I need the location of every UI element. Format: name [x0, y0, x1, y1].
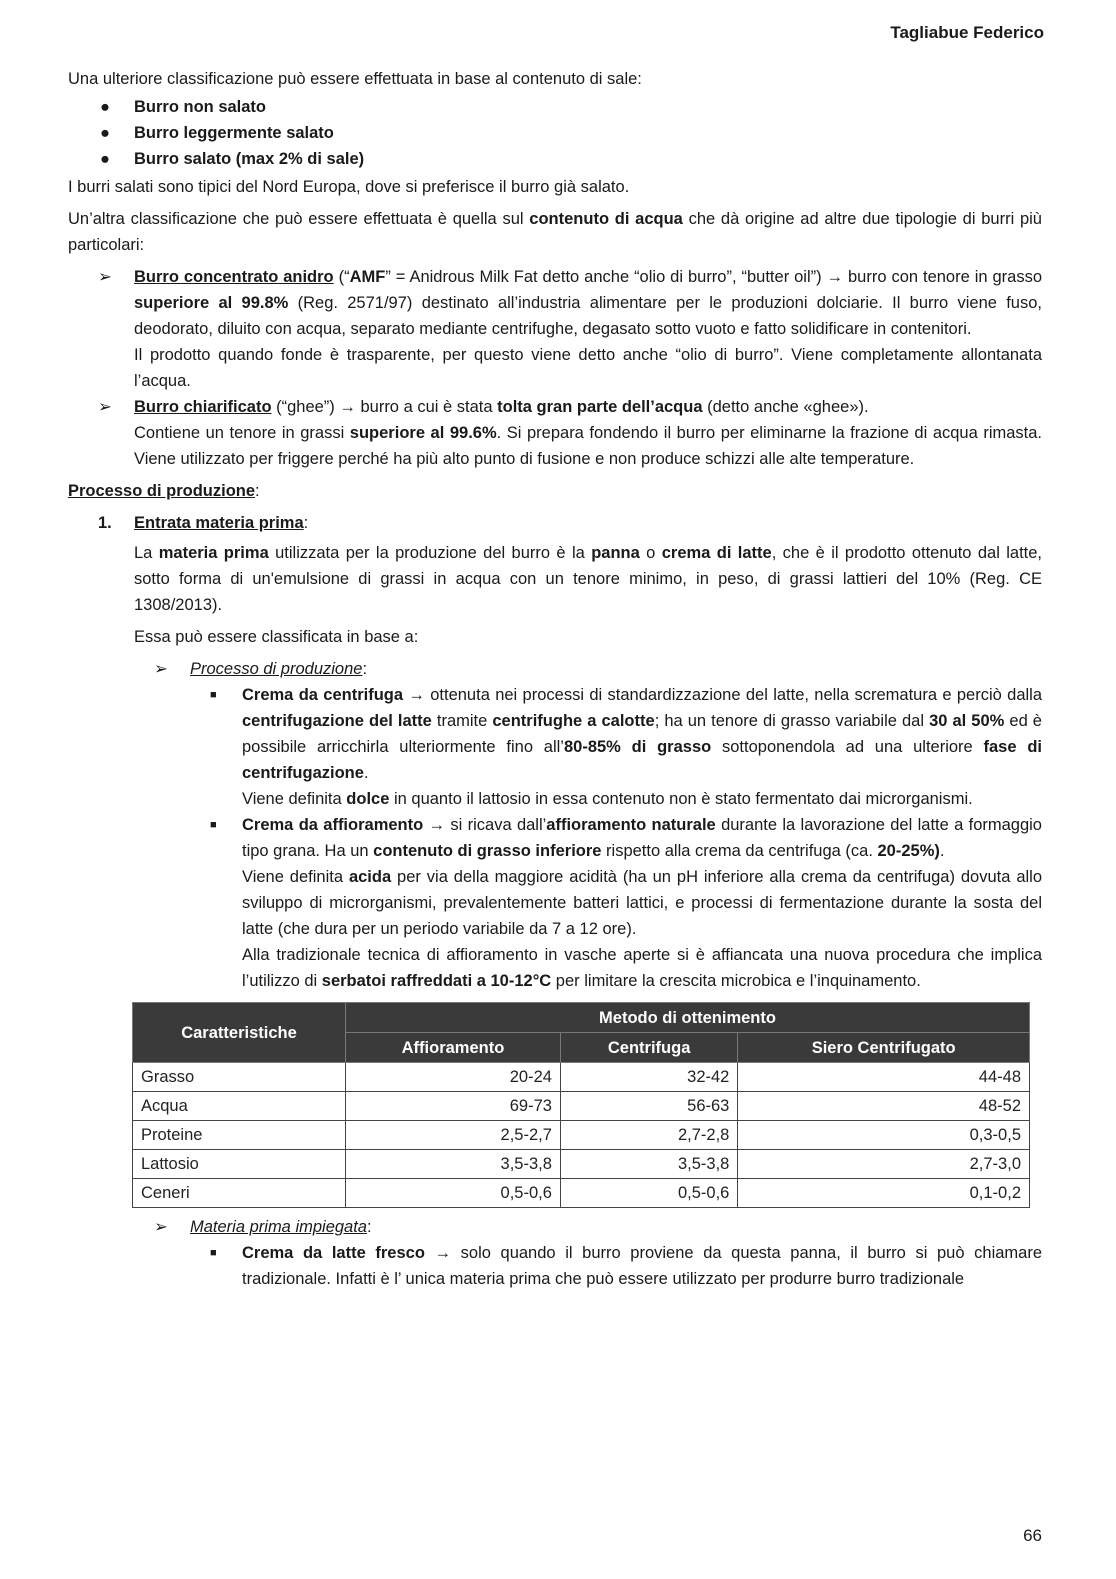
arrow-bullet-icon: ➢	[98, 398, 112, 416]
salt-list-label: Burro salato (max 2% di sale)	[134, 150, 365, 168]
text-span: (detto anche «ghee»).	[702, 398, 869, 416]
text-span: durante la lavorazione del latte a formaggio tipo grana. Ha un	[242, 816, 1042, 860]
text-span: → solo quando il burro proviene da questa panna, il burro si può chiamare tradizionale. Infatti è l’ unica materia prima che può essere utilizzato per produrre burro tradizionale	[242, 1244, 1043, 1288]
fresco-text	[242, 1240, 1042, 1292]
table-row	[133, 1179, 1030, 1208]
text-span: per limitare la crescita microbica e l’inquinamento.	[551, 972, 921, 990]
process-heading	[68, 478, 1042, 504]
table-cell: 69-73	[346, 1092, 561, 1121]
text-span: tramite	[431, 712, 493, 730]
text-span: in quanto il lattosio in essa contenuto non è stato fermentato dai microrganismi.	[389, 790, 973, 808]
salt-list-item	[68, 120, 1042, 146]
table-cell: 3,5-3,8	[346, 1150, 561, 1179]
bold-span: superiore al 99.8%	[134, 294, 289, 312]
step-number: 1.	[98, 514, 112, 532]
bold-span: superiore al 99.6%	[349, 424, 497, 442]
text-span: ed è possibile arricchirla ulteriormente fino all’	[242, 712, 1042, 756]
bold-span: panna	[591, 544, 640, 562]
table-cell: 56-63	[560, 1092, 737, 1121]
text-span: per via della maggiore acidità (ha un pH inferiore alla crema da centrifuga) dovuta allo sviluppo di microrganismi, prevalentemente batteri lattici, e processi di fermentazione durante la sosta del latte (che dura per un periodo variabile da 7 a 12 ore).	[242, 868, 1043, 938]
salt-list-item	[68, 146, 1042, 172]
table-cell: 44-48	[738, 1063, 1030, 1092]
table-cell: 2,7-3,0	[738, 1150, 1030, 1179]
affioramento-text	[242, 812, 1042, 994]
composition-table	[132, 1002, 1030, 1208]
processo-sub-title: Processo di produzione	[190, 660, 363, 678]
step-1-classification: Essa può essere classificata in base a:	[134, 628, 419, 646]
bullet-icon: ●	[100, 98, 110, 116]
arrow-bullet-icon: ➢	[98, 268, 112, 286]
text-span: che dà origine ad altre due tipologie di burri più particolari:	[68, 210, 1042, 254]
arrow-bullet-icon: ➢	[154, 1218, 168, 1236]
square-bullet-icon: ■	[210, 689, 217, 701]
text-span: utilizzata per la produzione del burro è la	[268, 544, 592, 562]
table-cell: 2,5-2,7	[346, 1121, 561, 1150]
materia-sub-title: Materia prima impiegata	[190, 1218, 367, 1236]
anidro-text	[134, 264, 1042, 394]
row-label: Ceneri	[133, 1179, 346, 1208]
table-cell: 0,3-0,5	[738, 1121, 1030, 1150]
table-row	[133, 1092, 1030, 1121]
chiarificato-text	[134, 394, 1042, 472]
text-span: Contiene un tenore in grassi	[134, 424, 350, 442]
table-cell: 0,1-0,2	[738, 1179, 1030, 1208]
water-intro-paragraph	[68, 206, 1042, 258]
bold-span: acida	[348, 868, 392, 886]
bold-span: 30 al 50%	[929, 712, 1005, 730]
salt-list-label: Burro leggermente salato	[134, 124, 334, 142]
salt-list-item	[68, 94, 1042, 120]
header-method: Metodo di ottenimento	[346, 1003, 1030, 1033]
text-span: sottoponendola ad una ulteriore	[711, 738, 984, 756]
header-col: Siero Centrifugato	[738, 1033, 1030, 1063]
text-span: , che è il prodotto ottenuto dal latte, sotto forma di un'emulsione di grassi in acqua con un tenore minimo, in peso, di grassi lattieri del 10% (Reg. CE 1308/2013).	[134, 544, 1043, 614]
centrifuga-title: Crema da centrifuga	[242, 686, 404, 704]
bold-span: contenuto di grasso inferiore	[373, 842, 602, 860]
row-label: Grasso	[133, 1063, 346, 1092]
step-title: Entrata materia prima	[134, 514, 304, 532]
step-1-paragraph	[68, 540, 1042, 618]
bold-span: centrifughe a calotte	[492, 712, 655, 730]
affioramento-item	[208, 812, 1042, 994]
text-span: (“ghee”) → burro a cui è stata	[271, 398, 498, 416]
step-1-heading	[98, 510, 1042, 536]
table-cell: 0,5-0,6	[560, 1179, 737, 1208]
processo-subheading	[154, 656, 1042, 682]
text-span: → si ricava dall’	[423, 816, 547, 834]
table-cell: 2,7-2,8	[560, 1121, 737, 1150]
process-title: Processo di produzione	[68, 482, 256, 500]
bold-span: dolce	[346, 790, 390, 808]
bold-span: centrifugazione del latte	[242, 712, 432, 730]
affioramento-title: Crema da affioramento	[242, 816, 424, 834]
centrifuga-text	[242, 682, 1042, 812]
header-author: Tagliabue Federico	[890, 23, 1044, 42]
text-span: .	[363, 764, 369, 782]
amf-label: AMF	[349, 268, 386, 286]
colon: :	[367, 1218, 372, 1236]
text-span: ; ha un tenore di grasso variabile dal	[654, 712, 930, 730]
square-bullet-icon: ■	[210, 819, 217, 831]
bold-span: affioramento naturale	[546, 816, 716, 834]
anidro-item	[98, 264, 1042, 394]
table-cell: 48-52	[738, 1092, 1030, 1121]
colon: :	[303, 514, 309, 532]
header-col: Centrifuga	[560, 1033, 737, 1063]
materia-subheading	[154, 1214, 1042, 1240]
table-header-row	[133, 1003, 1030, 1033]
row-label: Acqua	[133, 1092, 346, 1121]
bold-span: materia prima	[158, 544, 269, 562]
bold-span: 20-25%)	[877, 842, 940, 860]
text-span: → ottenuta nei processi di standardizzazione del latte, nella scrematura e perciò dalla	[403, 686, 1043, 704]
text-span: (Reg. 2571/97) destinato all’industria alimentare per le produzioni dolciarie. Il burro viene fuso, deodorato, diluito con acqua, separato mediante centrifughe, degasato sotto vuoto e fatto solidificare in contenitori.	[134, 294, 1042, 338]
square-bullet-icon: ■	[210, 1247, 217, 1259]
chiarificato-title: Burro chiarificato	[134, 398, 272, 416]
fresco-title: Crema da latte fresco	[242, 1244, 425, 1262]
salt-note-paragraph: I burri salati sono tipici del Nord Europa, dove si preferisce il burro già salato.	[68, 178, 630, 196]
centrifuga-item	[208, 682, 1042, 812]
header-characteristics: Caratteristiche	[133, 1003, 346, 1063]
text-span: (“	[333, 268, 350, 286]
colon: :	[255, 482, 260, 500]
text-span: Viene definita	[242, 868, 349, 886]
row-label: Proteine	[133, 1121, 346, 1150]
text-span: o	[639, 544, 662, 562]
row-label: Lattosio	[133, 1150, 346, 1179]
bold-span: serbatoi raffreddati a 10-12°C	[321, 972, 552, 990]
table-cell: 3,5-3,8	[560, 1150, 737, 1179]
chiarificato-item	[98, 394, 1042, 472]
anidro-title: Burro concentrato anidro	[134, 268, 334, 286]
fresco-item	[208, 1240, 1042, 1292]
page-content	[68, 66, 1042, 1292]
bold-span: crema di latte	[661, 544, 772, 562]
colon: :	[362, 660, 368, 678]
table-row	[133, 1150, 1030, 1179]
text-span: Un’altra classificazione che può essere effettuata è quella sul	[68, 210, 530, 228]
bold-span: tolta gran parte dell’acqua	[497, 398, 703, 416]
text-span: .	[939, 842, 945, 860]
header-col: Affioramento	[346, 1033, 561, 1063]
table-cell: 20-24	[346, 1063, 561, 1092]
bold-span: fase di centrifugazione	[242, 738, 1042, 782]
table-row	[133, 1121, 1030, 1150]
bullet-icon: ●	[100, 150, 110, 168]
bold-span: contenuto di acqua	[529, 210, 683, 228]
text-span: Viene definita	[242, 790, 347, 808]
text-span: La	[134, 544, 159, 562]
text-span: . Si prepara fondendo il burro per eliminarne la frazione di acqua rimasta. Viene utilizzato per friggere perché ha più alto punto di fusione e non produce schizzi alle alte temperature.	[134, 424, 1042, 468]
table-cell: 0,5-0,6	[346, 1179, 561, 1208]
intro-paragraph: Una ulteriore classificazione può essere effettuata in base al contenuto di sale:	[68, 70, 642, 88]
text-span: rispetto alla crema da centrifuga (ca.	[601, 842, 878, 860]
table-cell: 32-42	[560, 1063, 737, 1092]
table-row	[133, 1063, 1030, 1092]
page-number: 66	[1023, 1526, 1042, 1545]
anidro-note: Il prodotto quando fonde è trasparente, per questo viene detto anche “olio di burro”. Viene completamente allontanata l’acqua.	[134, 346, 1042, 390]
bold-span: 80-85% di grasso	[563, 738, 712, 756]
salt-list-label: Burro non salato	[134, 98, 267, 116]
text-span: ” = Anidrous Milk Fat detto anche “olio di burro”, “butter oil”) → burro con tenore in grasso	[385, 268, 1043, 286]
text-span: Alla tradizionale tecnica di affioramento in vasche aperte si è affiancata una nuova procedura che implica l’utilizzo di	[242, 946, 1042, 990]
bullet-icon: ●	[100, 124, 110, 142]
arrow-bullet-icon: ➢	[154, 660, 168, 678]
